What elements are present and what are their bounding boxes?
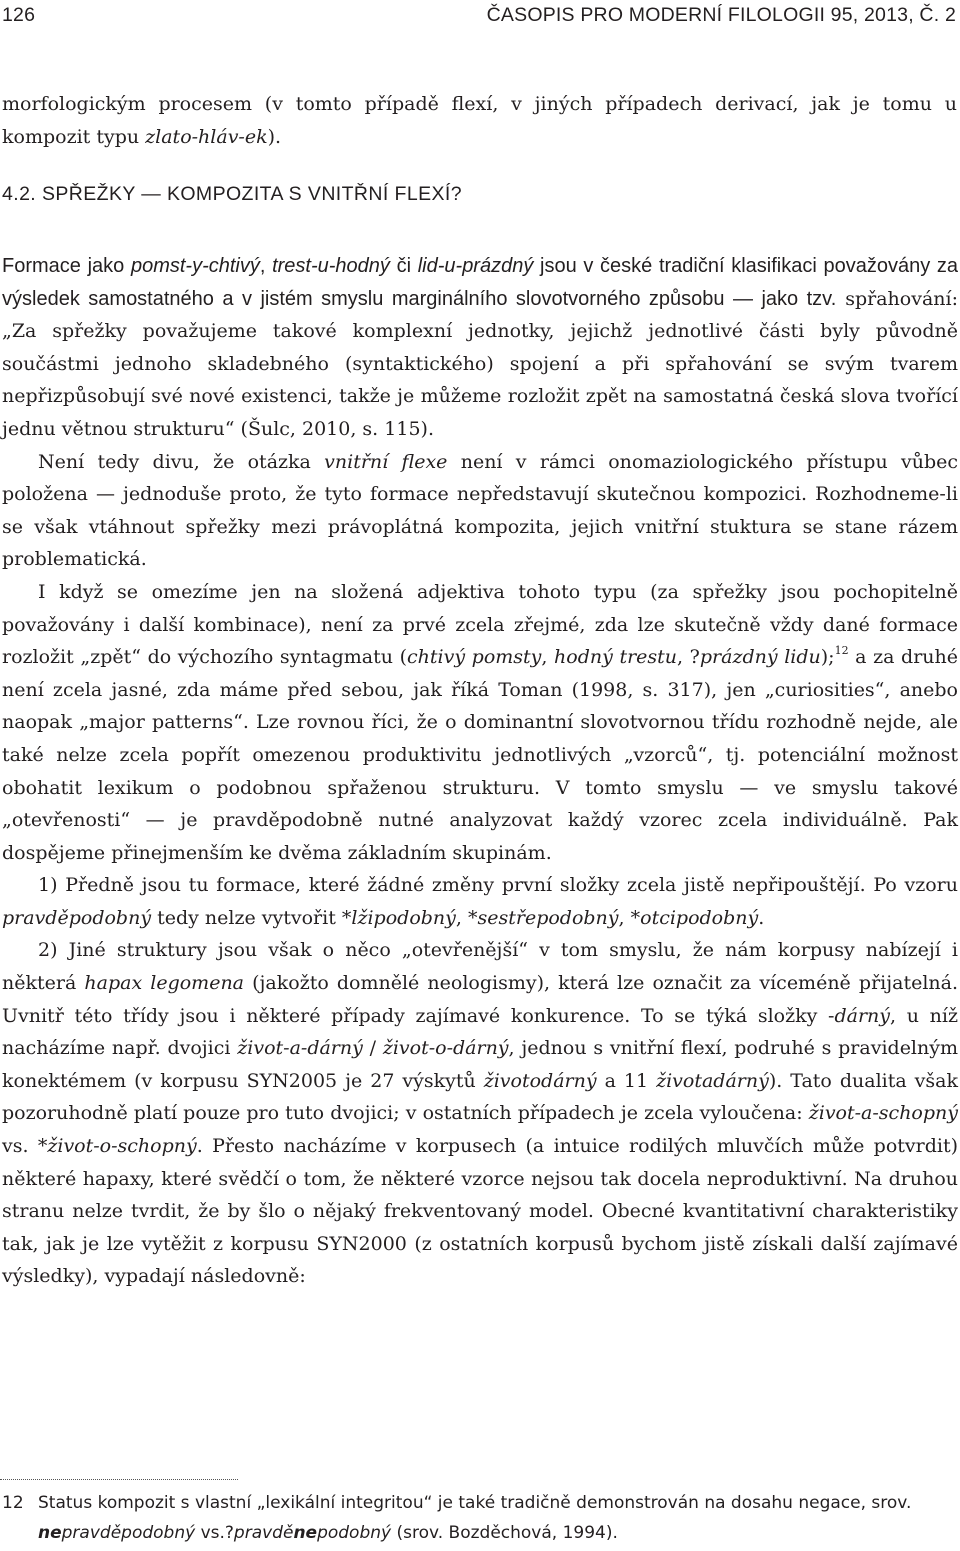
footnote-text: Status kompozit s vlastní „lexikální integritou“ je také tradičně demonstrován na dosahu negace, srov. nepravděpodobný vs.?pravděnepodobný (srov. Bozděchová, 1994). bbox=[38, 1493, 912, 1543]
running-head bbox=[2, 4, 956, 38]
section-heading: 4.2. SPŘEŽKY — KOMPOZITA S VNITŘNÍ FLEXÍ? bbox=[2, 183, 462, 205]
footnote-ref[interactable]: 12 bbox=[834, 644, 849, 658]
paragraph-5: 2) Jiné struktury jsou však o něco „otevřenější“ v tom smyslu, že nám korpusy nabízejí i některá hapax legomena (jakožto domnělé neologismy), která lze označit za víceméně přijatelná. Uvnitř této třídy jsou i některé případy zajímavé konkurence. To se týká složky -dárný, u níž nacházíme např. dvojici život-a-dárný / život-o-dárný, jednou s vnitřní flexí, podruhé s pravidelným konektémem (v korpusu SYN2005 je 27 výskytů životodárný a 11 životadárný). Tato dualita však pozoruhodně platí pouze pro tuto dvojici; v ostatních případech je zcela vyloučena: život-a-schopný vs. *život-o-schopný. Přesto nacházíme v korpusech (a intuice rodilých mluvčích může potvrdit) některé hapaxy, které svědčí o tom, že některé vzorce nejsou tak docela neproduktivní. Na druhou stranu nelze tvrdit, že by šlo o nějaký frekventovaný model. Obecné kvantitativní charakteristiky tak, jak je lze vytěžit z korpusu SYN2000 (z ostatních korpusů bychom jistě získali další zajímavé výsledky), vypadají následovně: bbox=[2, 939, 959, 1288]
journal-title: ČASOPIS PRO MODERNÍ FILOLOGII 95, 2013, Č. 2 bbox=[486, 4, 956, 26]
footnote-divider bbox=[0, 1479, 238, 1480]
paragraph-3: I když se omezíme jen na složená adjektiva tohoto typu (za spřežky jsou pochopitelně považovány i další kombinace), není za prvé zcela zřejmé, zda lze skutečně vždy dané formace rozložit „zpět“ do výchozího syntagmatu (chtivý pomsty, hodný trestu, ?prázdný lidu);$^{12}$ a za druhé není zcela jasné, zda máme před sebou, jak říká Toman (1998, s. 317), jen „curiosities“, anebo naopak „major patterns“. Lze rovnou říci, že o dominantní slovotvornou třídu rozhodně nejde, ale také nelze zcela popřít omezenou produktivitu jednotlivých „vzorců“, tj. potenciální možnost obohatit lexikum o podobnou spřaženou strukturu. V tomto smyslu — ve smyslu takové „otevřenosti“ — je pravděpodobně nutné analyzovat každý vzorec zcela individuálně. Pak dospějeme přinejmenším ke dvěma základním skupinám. bbox=[2, 580, 959, 864]
paragraph-4: 1) Předně jsou tu formace, které žádné změny první složky zcela jistě nepřipouštějí. Po vzoru pravděpodobný tedy nelze vytvořit *lžipodobný, *sestřepodobný, *otcipodobný. bbox=[2, 874, 958, 929]
intro-paragraph: morfologickým procesem (v tomto případě flexí, v jiných případech derivací, jak je tomu u kompozit typu zlato-hláv-ek). bbox=[2, 93, 957, 148]
paragraph-2: Není tedy divu, že otázka vnitřní flexe není v rámci onomaziologického přístupu vůbec položena — jednoduše proto, že tyto formace nepředstavují skutečnou kompozici. Rozhodneme-li se však vtáhnout spřežky mezi právoplátná kompozita, jejich vnitřní stuktura se stane rázem problematická. bbox=[2, 450, 959, 571]
paragraph-1: Formace jako pomst-y-chtivý, trest-u-hodný či lid-u-prázdný jsou v české tradiční klasifikaci považovány za výsledek samostatného a v jistém smyslu marginálního slovotvorného způsobu — jako tzv. spřahování: „Za spřežky považujeme takové komplexní jednotky, jejichž jednotlivé části byly původně součástmi jednoho skladebného (syntaktického) spojení a při spřahování se svým tvarem nepřizpůsobují své nové existenci, takže je můžeme rozložit zpět na samostatná česká slova tvořící jednu větnou strukturu“ (Šulc, 2010, s. 115). bbox=[2, 255, 959, 440]
example-term: zlato-hláv-ek bbox=[145, 125, 268, 148]
footnote-number: 12 bbox=[2, 1493, 24, 1513]
body-text bbox=[2, 250, 958, 1293]
page-number: 126 bbox=[2, 4, 36, 26]
footnote bbox=[2, 1488, 958, 1548]
